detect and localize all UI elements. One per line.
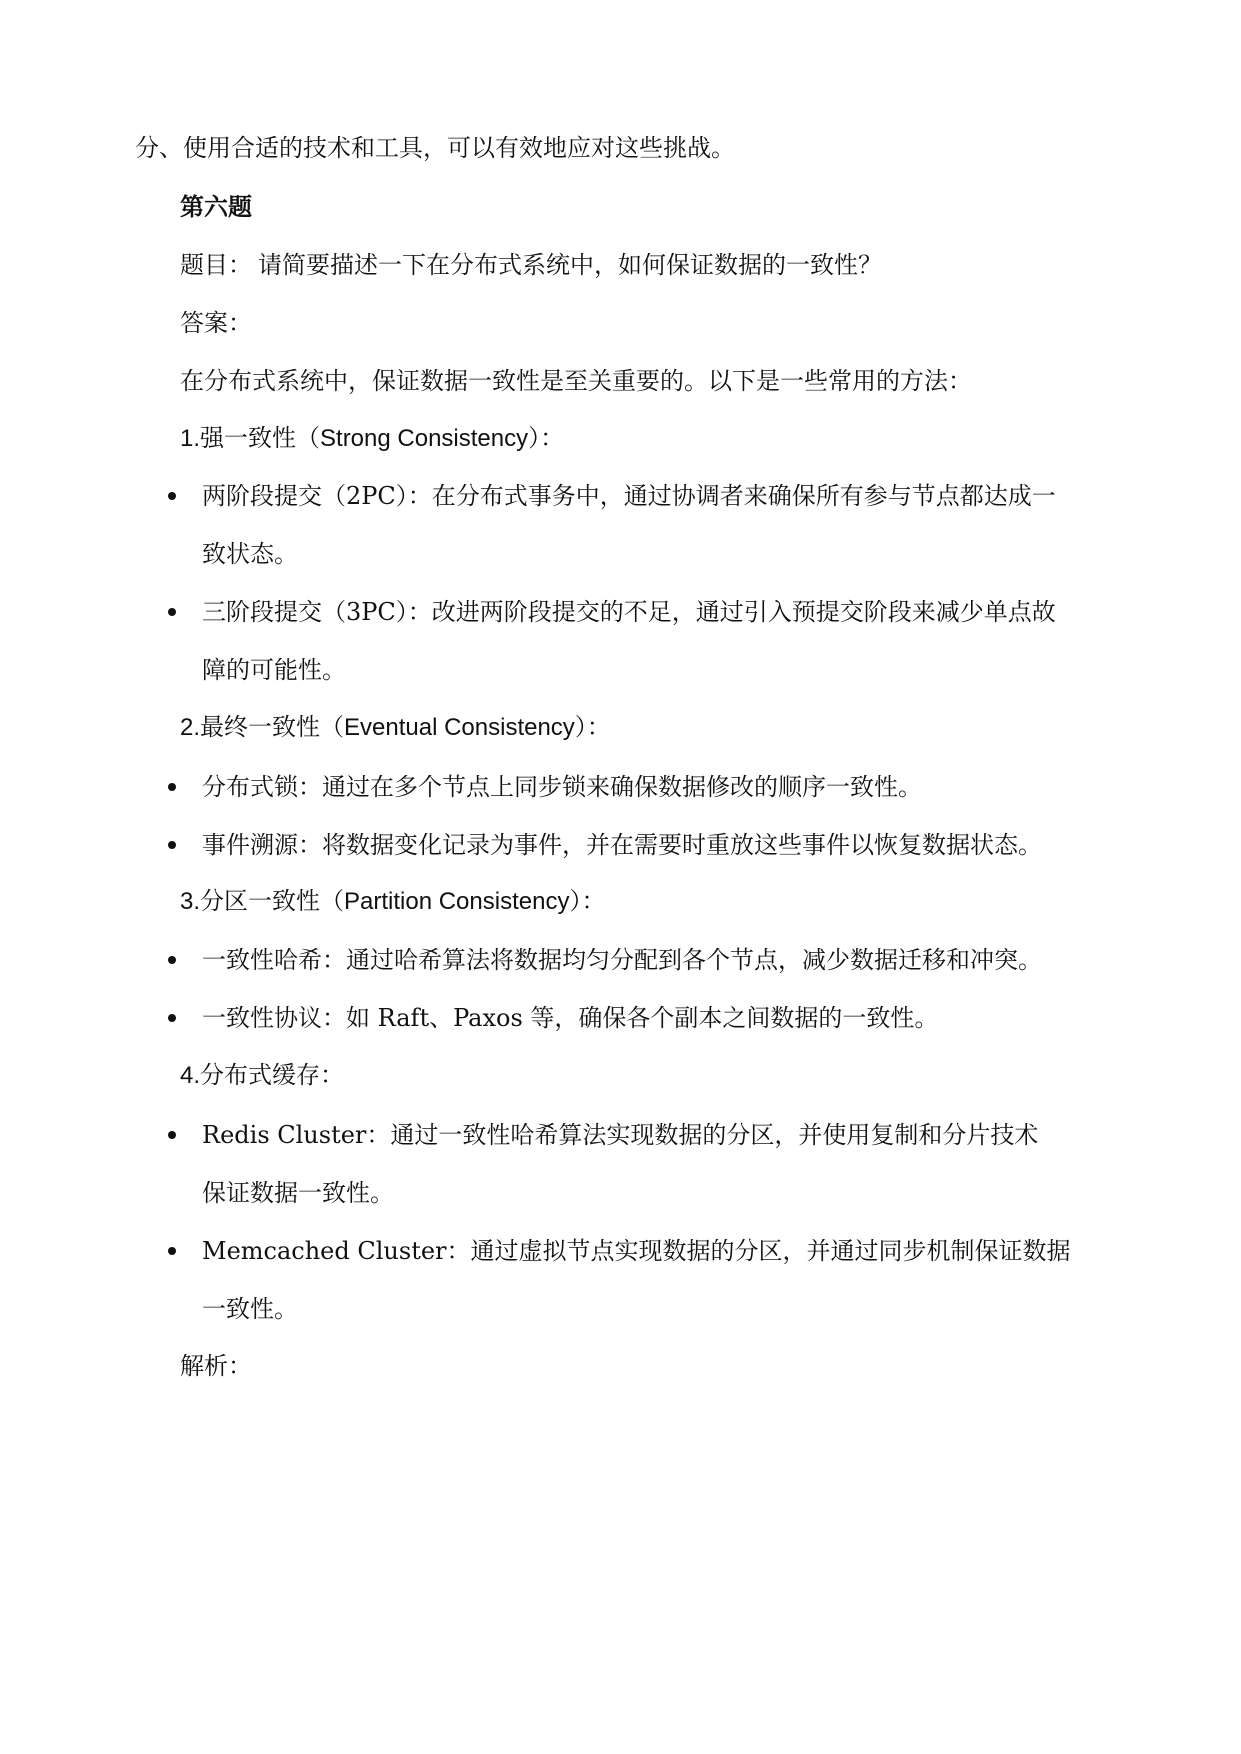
question-text: 请简要描述一下在分布式系统中，如何保证数据的一致性？ [258, 251, 882, 279]
list-item-line: 一致性哈希：通过哈希算法将数据均匀分配到各个节点，减少数据迁移和冲突。 [202, 946, 1042, 974]
list-item-line: 一致性。 [202, 1295, 298, 1323]
group-title: 4.分布式缓存： [180, 1062, 345, 1089]
list-item-line: 事件溯源：将数据变化记录为事件，并在需要时重放这些事件以恢复数据状态。 [202, 831, 1042, 859]
list-item-line: 分布式锁：通过在多个节点上同步锁来确保数据修改的顺序一致性。 [202, 773, 922, 801]
bullet-icon [168, 783, 176, 791]
bullet-icon [168, 1131, 176, 1139]
bullet-icon [168, 608, 176, 616]
analysis-label: 解析： [180, 1352, 252, 1380]
answer-label: 答案： [180, 309, 252, 337]
list-item-line: 一致性协议：如 Raft、Paxos 等，确保各个副本之间数据的一致性。 [202, 1004, 939, 1032]
list-item-line: 三阶段提交（3PC）：改进两阶段提交的不足，通过引入预提交阶段来减少单点故 [202, 598, 1056, 626]
list-item-line: 障的可能性。 [202, 656, 346, 684]
bullet-icon [168, 1247, 176, 1255]
list-item-line: 致状态。 [202, 540, 298, 568]
group-title: 3.分区一致性（Partition Consistency）： [180, 888, 606, 915]
list-item-line: Redis Cluster：通过一致性哈希算法实现数据的分区，并使用复制和分片技术 [202, 1121, 1039, 1149]
question-label: 题目： [180, 251, 252, 279]
bullet-icon [168, 1014, 176, 1022]
list-item-line: 两阶段提交（2PC）：在分布式事务中，通过协调者来确保所有参与节点都达成一 [202, 482, 1056, 510]
group-title: 1.强一致性（Strong Consistency）： [180, 425, 565, 452]
bullet-icon [168, 841, 176, 849]
list-item-line: 保证数据一致性。 [202, 1179, 394, 1207]
list-item-line: Memcached Cluster：通过虚拟节点实现数据的分区，并通过同步机制保证数据 [202, 1237, 1071, 1265]
bullet-icon [168, 956, 176, 964]
intro-tail-text: 分、使用合适的技术和工具，可以有效地应对这些挑战。 [135, 134, 735, 162]
section-heading: 第六题 [180, 193, 252, 221]
group-title: 2.最终一致性（Eventual Consistency）： [180, 714, 611, 741]
bullet-icon [168, 492, 176, 500]
answer-intro: 在分布式系统中，保证数据一致性是至关重要的。以下是一些常用的方法： [180, 367, 972, 395]
